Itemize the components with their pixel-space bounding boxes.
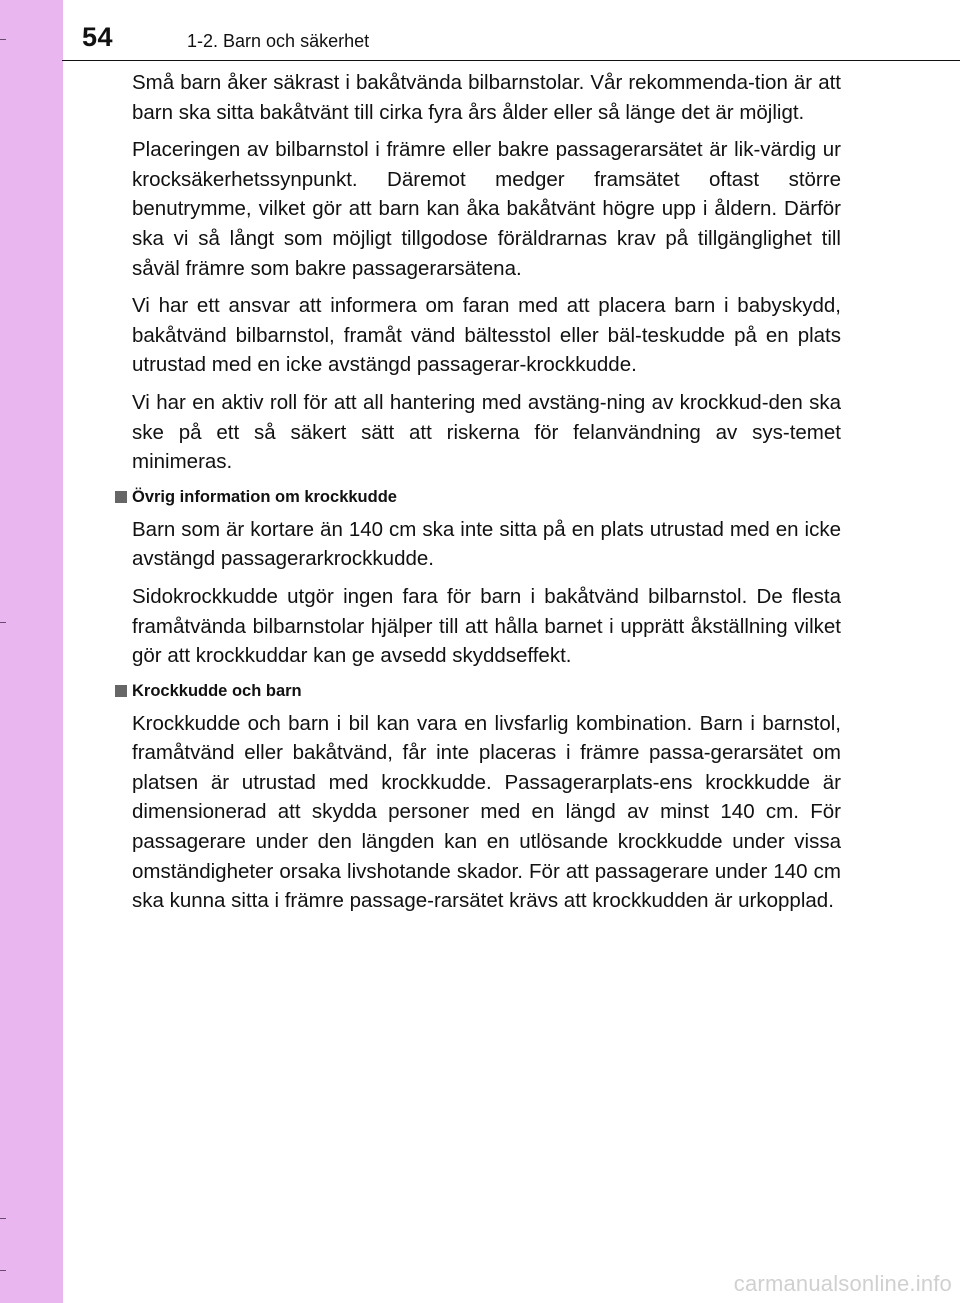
chapter-title: 1-2. Barn och säkerhet xyxy=(187,31,370,51)
intro-paragraph: Placeringen av bilbarnstol i främre eller bakre passagerarsätet är lik-värdig ur krocksäkerhetssynpunkt. Däremot medger framsätet oftast större benutrymme, vilket gör att barn kan åka bakåtvänt högre upp i åldern. Därför ska vi så långt som möjligt tillgodose föräldrarnas krav på tillgänglighet till såväl främre som bakre passagerarsätena. xyxy=(132,138,841,280)
section-paragraph: Sidokrockkudde utgör ingen fara för barn i bakåtvänd bilbarnstol. De flesta framåtvända bilbarnstolar hjälper till att hålla barnet i upprätt åkställning vilket gör att krockkuddar kan ge avsedd skyddseffekt. xyxy=(132,584,841,668)
section-heading-text: Krockkudde och barn xyxy=(132,681,302,700)
section-heading-airbag-info xyxy=(132,485,841,509)
main-content xyxy=(132,68,841,924)
margin-tick xyxy=(0,1270,6,1271)
square-bullet-icon xyxy=(115,491,127,503)
section-paragraph: Krockkudde och barn i bil kan vara en livsfarlig kombination. Barn i barnstol, framåtvänd eller bakåtvänd, får inte placeras i främre passa-gerarsätet om platsen är utrustad med krockkudde. Passagerarplats-ens krockkudde är dimensionerad att skydda personer med en längd av minst 140 cm. För passagerare under den längden kan en utlösande krockkudde under vissa omständigheter orsaka livshotande skador. För att passagerare under 140 cm ska kunna sitta i främre passage-rarsätet krävs att krockkudden är urkopplad. xyxy=(132,711,841,913)
square-bullet-icon xyxy=(115,685,127,697)
watermark: carmanualsonline.info xyxy=(733,1271,952,1296)
intro-paragraph: Vi har en aktiv roll för att all hantering med avstäng-ning av krockkud-den ska ske på ett så säkert sätt att riskerna för felanvändning av sys-temet minimeras. xyxy=(132,390,841,474)
section-heading-airbag-children xyxy=(132,679,841,703)
page-number: 54 xyxy=(82,22,114,52)
margin-tick xyxy=(0,622,6,623)
side-color-band xyxy=(0,0,63,1303)
intro-paragraph: Vi har ett ansvar att informera om faran med att placera barn i babyskydd, bakåtvänd bilbarnstol, framåt vänd bältesstol eller bäl-teskudde på en plats utrustad med en icke avstängd passagerar-krockkudde. xyxy=(132,294,841,377)
margin-tick xyxy=(0,1218,6,1219)
margin-tick xyxy=(0,39,6,40)
section-heading-text: Övrig information om krockkudde xyxy=(132,487,397,506)
header-divider xyxy=(62,60,960,61)
intro-paragraph: Små barn åker säkrast i bakåtvända bilbarnstolar. Vår rekommenda-tion är att barn ska sitta bakåtvänt till cirka fyra års ålder eller så länge det är möjligt. xyxy=(132,71,841,124)
section-paragraph: Barn som är kortare än 140 cm ska inte sitta på en plats utrustad med en icke avstängd passagerarkrockkudde. xyxy=(132,517,841,571)
